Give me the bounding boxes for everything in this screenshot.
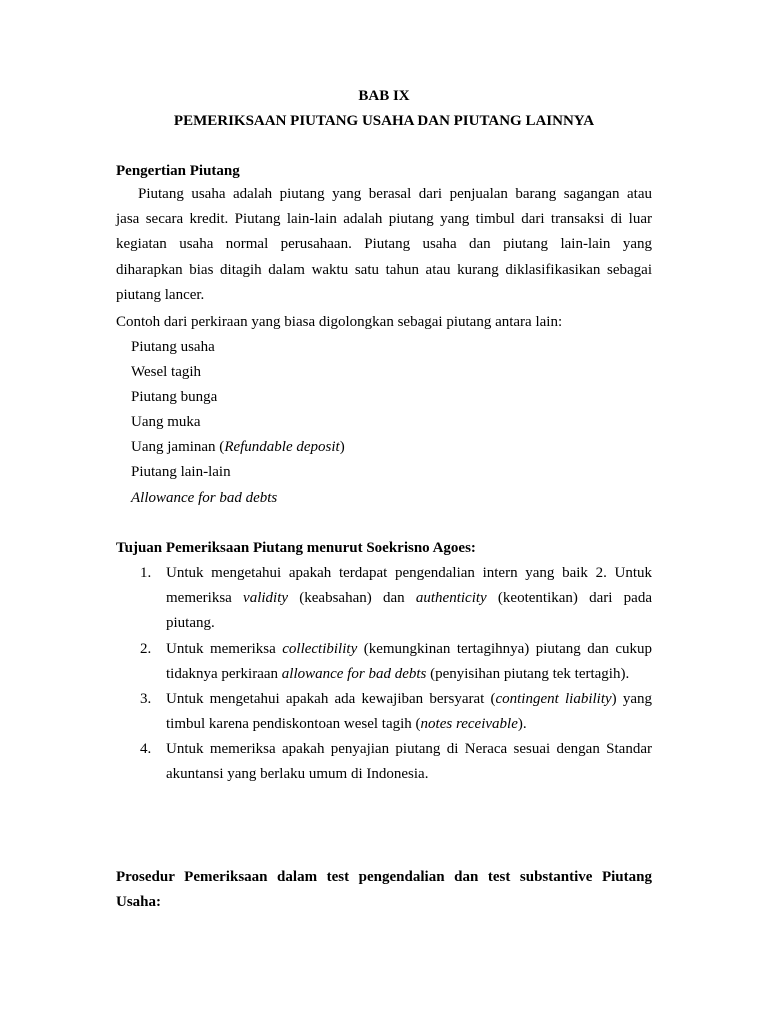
item-number: 4. — [140, 741, 152, 757]
paragraph-pengertian — [116, 182, 652, 308]
section-heading-prosedur — [116, 865, 652, 915]
item-line: Untuk mengetahui apakah ada kewajiban bersyarat (contingent liability) yang — [166, 691, 652, 707]
paragraph-line: jasa secara kredit. Piutang lain-lain adalah piutang yang timbul dari transaksi di luar — [116, 211, 652, 228]
item-number: 1. — [140, 565, 152, 581]
section-heading-tujuan: Tujuan Pemeriksaan Piutang menurut Soekrisno Agoes: — [116, 540, 476, 556]
section-heading-pengertian: Pengertian Piutang — [116, 163, 240, 179]
item-line: timbul karena pendiskontoan wesel tagih (notes receivable). — [166, 716, 527, 733]
document-title: PEMERIKSAAN PIUTANG USAHA DAN PIUTANG LAINNYA — [173, 113, 595, 129]
list-item-allowance: Allowance for bad debts — [131, 490, 278, 506]
chapter-label: BAB IX — [358, 88, 410, 104]
heading-line: Prosedur Pemeriksaan dalam test pengendalian dan test substantive Piutang — [116, 869, 652, 885]
item-line: Untuk memeriksa collectibility (kemungkinan tertagihnya) piutang dan cukup — [166, 641, 652, 657]
contoh-intro: Contoh dari perkiraan yang biasa digolongkan sebagai piutang antara lain: — [116, 314, 563, 330]
list-item: Piutang usaha — [131, 339, 215, 355]
paragraph-line: Piutang usaha adalah piutang yang berasal dari penjualan barang sagangan atau — [138, 186, 652, 202]
heading-line: Usaha: — [116, 894, 162, 911]
item-number: 3. — [140, 691, 152, 707]
item-line: piutang. — [166, 615, 215, 632]
paragraph-line: piutang lancer. — [116, 286, 205, 303]
list-item: Piutang bunga — [131, 389, 218, 405]
paragraph-line: kegiatan usaha normal perusahaan. Piutang usaha dan piutang lain-lain yang — [116, 236, 652, 253]
item-line: akuntansi yang berlaku umum di Indonesia. — [166, 766, 429, 783]
list-item: Wesel tagih — [131, 364, 202, 380]
item-line: tidaknya perkiraan allowance for bad debts (penyisihan piutang tek tertagih). — [166, 666, 630, 683]
paragraph-line: diharapkan bias ditagih dalam waktu satu tahun atau kurang diklasifikasikan sebagai — [116, 261, 652, 278]
item-number: 2. — [140, 641, 152, 657]
item-line: Untuk mengetahui apakah terdapat pengendalian intern yang baik 2. Untuk — [166, 565, 652, 581]
list-item: Piutang lain-lain — [131, 464, 231, 480]
list-item: Uang muka — [131, 414, 201, 430]
item-line: Untuk memeriksa apakah penyajian piutang di Neraca sesuai dengan Standar — [166, 741, 652, 757]
list-item-jaminan: Uang jaminan (Refundable deposit) — [131, 439, 345, 455]
item-line: memeriksa validity (keabsahan) dan authenticity (keotentikan) dari pada — [166, 590, 652, 607]
